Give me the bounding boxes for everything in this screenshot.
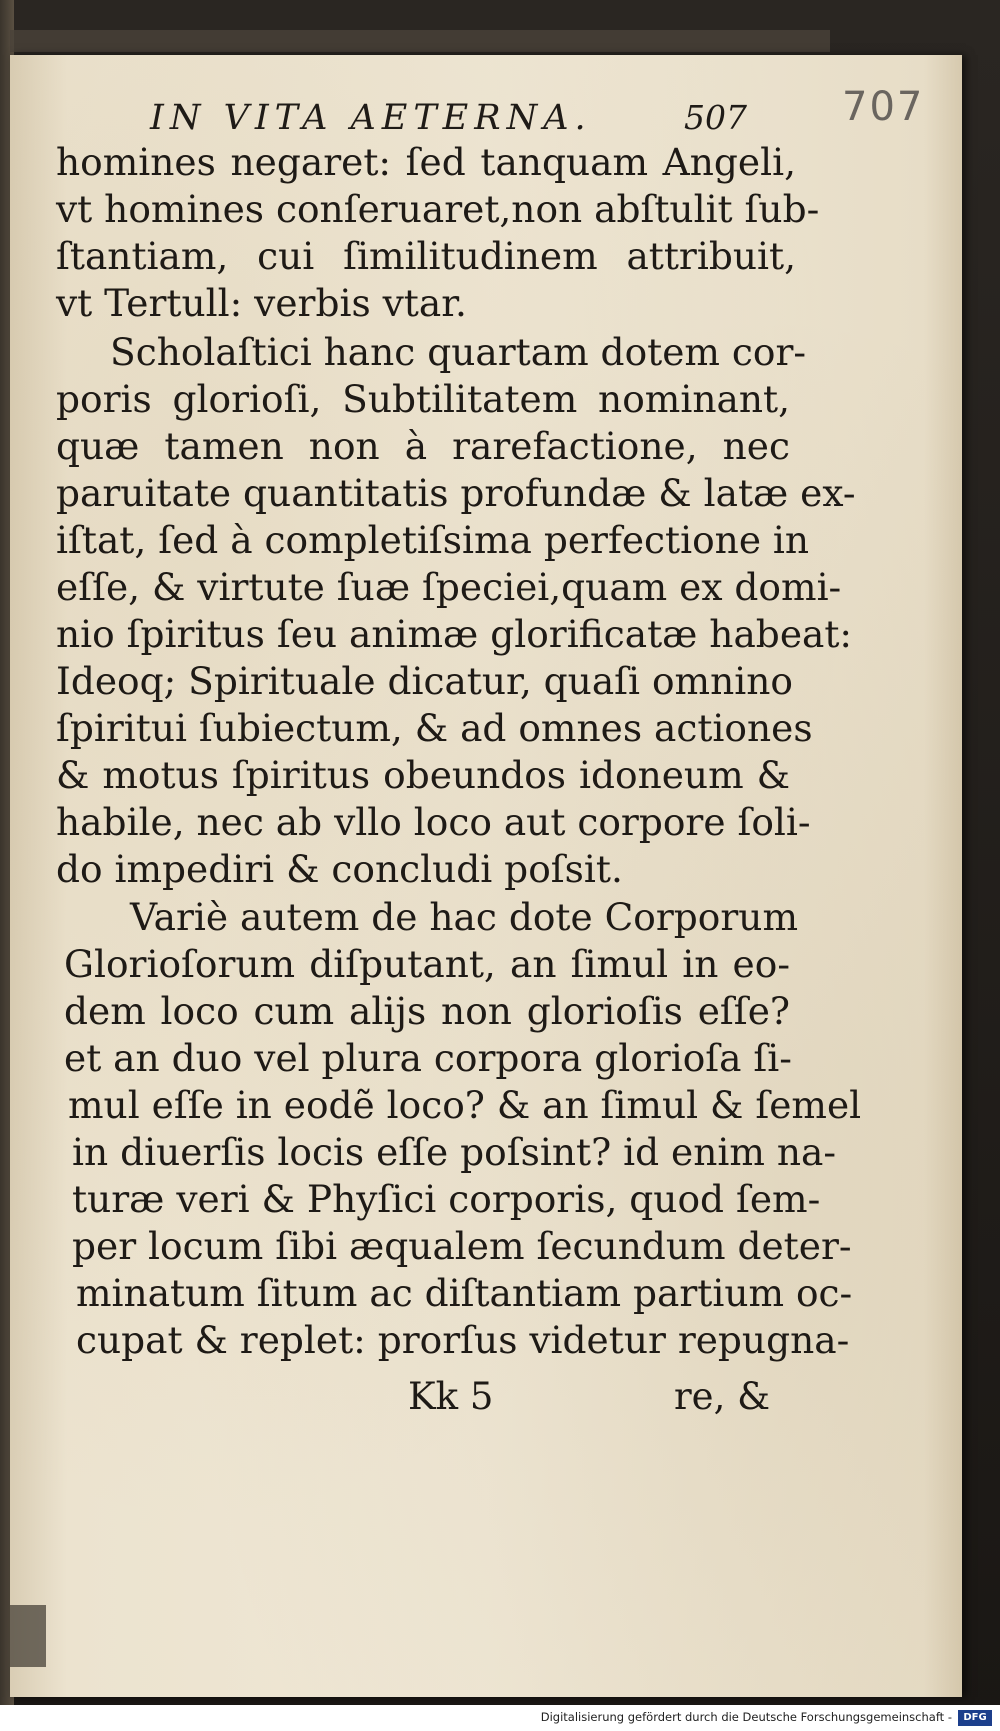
folio-number: 507 — [684, 98, 747, 137]
text-line: ſtantiam, cui ſimilitudinem attribuit, — [56, 234, 796, 278]
catchword: re, & — [674, 1375, 771, 1418]
pencil-page-number: 707 — [842, 84, 925, 130]
text-line: habile, nec ab vllo loco aut corpore ſoli- — [56, 800, 811, 844]
text-line: homines negaret: ſed tanquam Angeli, — [56, 140, 796, 184]
text-line: vt homines conſeruaret,non abſtulit ſub- — [56, 187, 820, 231]
footer-credit: Digitalisierung gefördert durch die Deutsche Forschungsgemeinschaft - — [540, 1710, 952, 1724]
text-line: Scholaſtici hanc quartam dotem cor- — [110, 330, 807, 374]
binding-mark — [10, 1605, 46, 1667]
text-line: nio ſpiritus ſeu animæ glorificatæ habeat: — [56, 612, 853, 656]
text-line: per locum ſibi æqualem ſecundum deter- — [72, 1224, 852, 1268]
running-head: IN VITA AETERNA. — [150, 98, 592, 138]
text-line: Ideoq; Spirituale dicatur, quaſi omnino — [56, 659, 793, 703]
text-line: turæ veri & Phyſici corporis, quod ſem- — [72, 1177, 821, 1221]
text-line: & motus ſpiritus obeundos idoneum & — [56, 753, 790, 797]
dfg-logo-icon: DFG — [958, 1710, 992, 1726]
text-line: vt Tertull: verbis vtar. — [56, 281, 467, 325]
text-line: dem loco cum alijs non glorioſis eſſe? — [64, 989, 790, 1033]
text-line: iſtat, ſed à completiſsima perfectione in — [56, 518, 810, 562]
top-edge-shadow — [10, 30, 830, 52]
text-line: poris glorioſi, Subtilitatem nominant, — [56, 377, 790, 421]
text-line: Variè autem de hac dote Corporum — [130, 895, 799, 939]
text-line: quæ tamen non à rarefactione, nec — [56, 424, 790, 468]
text-line: Glorioſorum diſputant, an ſimul in eo- — [64, 942, 790, 986]
text-line: minatum ſitum ac diſtantiam partium oc- — [76, 1271, 853, 1315]
text-line: eſſe, & virtute ſuæ ſpeciei,quam ex domi- — [56, 565, 842, 609]
text-line: mul eſſe in eodẽ loco? & an ſimul & ſemel — [68, 1083, 862, 1127]
text-line: cupat & replet: prorſus videtur repugna- — [76, 1318, 850, 1362]
text-line: ſpiritui ſubiectum, & ad omnes actiones — [56, 706, 813, 750]
text-line: do impediri & concludi poſsit. — [56, 847, 623, 891]
text-line: paruitate quantitatis profundæ & latæ ex- — [56, 471, 856, 515]
text-line: et an duo vel plura corpora glorioſa ſi- — [64, 1036, 792, 1080]
signature-mark: Kk 5 — [408, 1375, 494, 1418]
digitization-footer — [0, 1705, 1000, 1731]
text-line: in diuerſis locis eſſe poſsint? id enim na- — [72, 1130, 837, 1174]
